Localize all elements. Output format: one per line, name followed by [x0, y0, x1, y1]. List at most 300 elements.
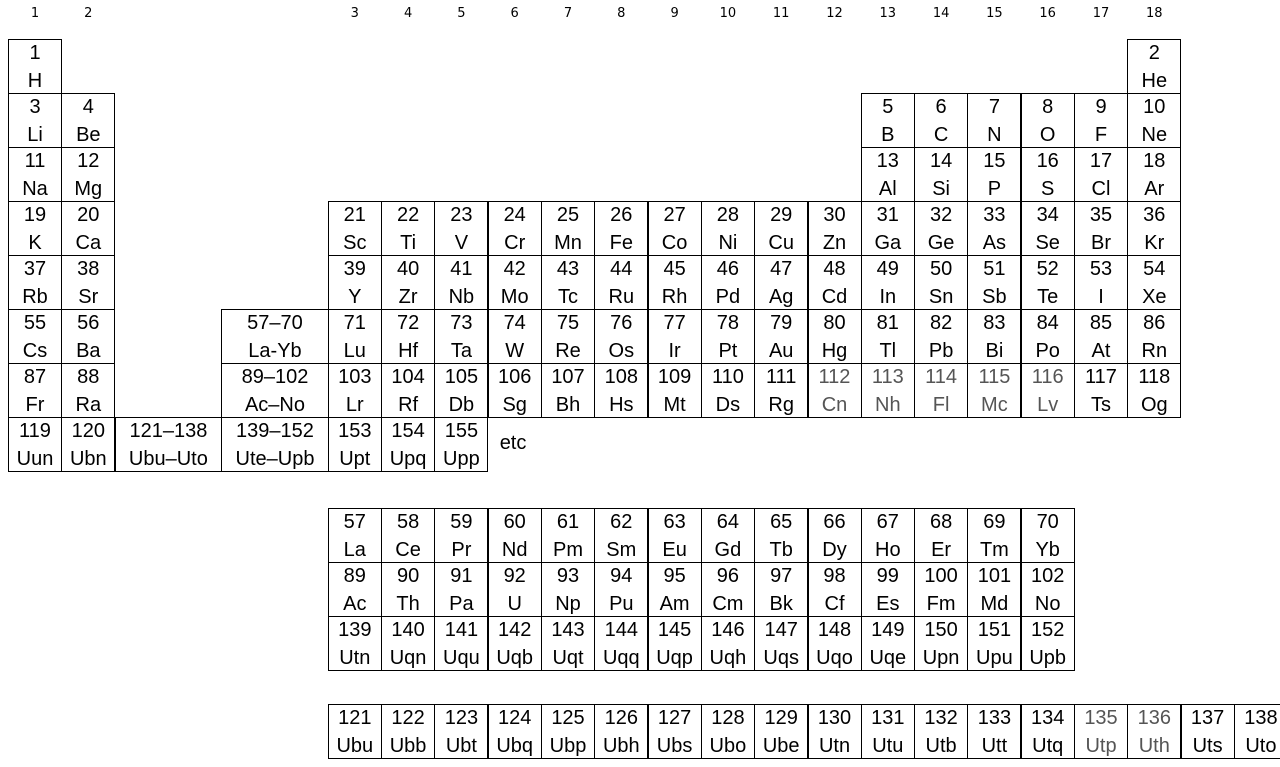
- element-symbol: Rf: [398, 394, 419, 416]
- element-cell: [594, 255, 648, 310]
- atomic-number: 60: [503, 511, 526, 533]
- atomic-number: 120: [71, 420, 105, 442]
- element-cell: [541, 255, 595, 310]
- group-number: 11: [772, 6, 790, 21]
- atomic-number: 146: [711, 619, 745, 641]
- atomic-number: 87: [23, 366, 47, 388]
- element-symbol: Ube: [762, 735, 800, 757]
- element-cell: [967, 309, 1021, 364]
- element-symbol: Cf: [824, 593, 845, 615]
- atomic-number: 37: [23, 258, 47, 280]
- atomic-number: 67: [876, 511, 899, 533]
- element-cell: [594, 201, 648, 256]
- group-number: 5: [457, 6, 466, 21]
- element-cell: [967, 147, 1021, 202]
- atomic-number: 139–152: [236, 420, 314, 442]
- element-symbol: Dy: [822, 539, 847, 561]
- element-cell: [914, 147, 968, 202]
- element-symbol: Cm: [712, 593, 744, 615]
- element-symbol: Fm: [926, 593, 956, 615]
- element-cell: [808, 363, 862, 418]
- element-cell: [648, 309, 702, 364]
- element-symbol: Ubh: [602, 735, 640, 757]
- atomic-number: 133: [977, 707, 1012, 729]
- atomic-number: 31: [876, 204, 899, 226]
- group-number: 14: [932, 6, 950, 21]
- atomic-number: 124: [498, 707, 532, 729]
- element-cell: [1127, 93, 1181, 148]
- atomic-number: 27: [663, 204, 686, 226]
- atomic-number: 30: [823, 204, 846, 226]
- element-cell: [328, 255, 382, 310]
- element-symbol: Pb: [928, 340, 954, 362]
- element-symbol: Sm: [606, 539, 637, 561]
- atomic-number: 3: [29, 96, 41, 118]
- atomic-number: 2: [1148, 42, 1160, 64]
- element-symbol: Ra: [75, 394, 102, 416]
- element-symbol: Ba: [76, 340, 101, 362]
- element-symbol: N: [987, 124, 1002, 146]
- atomic-number: 29: [770, 204, 793, 226]
- element-symbol: Y: [348, 286, 362, 308]
- element-cell: [381, 255, 435, 310]
- group-number: 17: [1092, 6, 1110, 21]
- element-cell: [434, 417, 488, 472]
- element-cell: [61, 255, 115, 310]
- atomic-number: 97: [770, 565, 793, 587]
- element-symbol: Hs: [609, 394, 634, 416]
- element-symbol: Pt: [718, 340, 738, 362]
- atomic-number: 95: [663, 565, 686, 587]
- group-number: 9: [670, 6, 679, 21]
- atomic-number: 110: [711, 366, 744, 388]
- element-cell: [488, 508, 542, 563]
- element-symbol: Bi: [985, 340, 1004, 362]
- element-cell: [61, 93, 115, 148]
- element-symbol: Tc: [558, 286, 578, 308]
- element-symbol: Er: [931, 539, 952, 561]
- element-symbol: Upp: [443, 448, 480, 470]
- element-cell: [434, 201, 488, 256]
- element-cell: [434, 309, 488, 364]
- atomic-number: 102: [1031, 565, 1065, 587]
- element-cell: [808, 201, 862, 256]
- element-cell: [541, 704, 595, 759]
- element-cell: [1127, 39, 1181, 94]
- element-cell: [8, 363, 62, 418]
- element-cell: [861, 363, 915, 418]
- atomic-number: 25: [556, 204, 580, 226]
- element-cell: [8, 147, 62, 202]
- element-symbol: Tl: [879, 340, 897, 362]
- element-symbol: Upn: [922, 647, 960, 669]
- atomic-number: 26: [610, 204, 633, 226]
- element-symbol: O: [1039, 124, 1056, 146]
- element-symbol: Si: [932, 178, 950, 200]
- atomic-number: 36: [1143, 204, 1166, 226]
- element-cell: [488, 616, 542, 671]
- group-number: 2: [84, 6, 93, 21]
- atomic-number: 72: [396, 312, 420, 334]
- atomic-number: 111: [765, 366, 797, 388]
- element-cell: [328, 417, 382, 472]
- element-symbol: V: [454, 232, 469, 254]
- element-symbol: K: [28, 232, 42, 254]
- atomic-number: 123: [444, 707, 479, 729]
- group-number: 7: [563, 6, 573, 21]
- element-symbol: S: [1041, 178, 1055, 200]
- atomic-number: 61: [556, 511, 580, 533]
- element-symbol: C: [933, 124, 949, 146]
- element-cell: [541, 201, 595, 256]
- element-cell: [8, 201, 62, 256]
- element-cell: [8, 309, 62, 364]
- element-symbol: Bh: [555, 394, 581, 416]
- group-number: 6: [510, 6, 519, 21]
- element-cell: [1021, 255, 1075, 310]
- element-cell: [434, 363, 488, 418]
- element-symbol: Mn: [554, 232, 582, 254]
- element-cell: [1021, 704, 1075, 759]
- element-cell: [1127, 363, 1181, 418]
- element-symbol: Utq: [1032, 735, 1064, 757]
- element-symbol: Bk: [769, 593, 793, 615]
- element-symbol: W: [505, 340, 525, 362]
- element-symbol: Co: [661, 232, 688, 254]
- element-cell: [1074, 704, 1128, 759]
- atomic-number: 107: [551, 366, 585, 388]
- element-symbol: Rb: [22, 286, 48, 308]
- element-cell: [434, 255, 488, 310]
- element-cell: [754, 562, 808, 617]
- atomic-number: 118: [1138, 366, 1171, 388]
- atomic-number: 54: [1143, 258, 1166, 280]
- element-symbol: Utn: [339, 647, 371, 669]
- atomic-number: 116: [1031, 366, 1064, 388]
- element-cell: [914, 255, 968, 310]
- atomic-number: 153: [338, 420, 372, 442]
- element-symbol: U: [507, 593, 522, 615]
- element-cell: [1021, 363, 1075, 418]
- element-cell: [488, 255, 542, 310]
- element-symbol: Ubp: [549, 735, 587, 757]
- element-cell: [328, 562, 382, 617]
- atomic-number: 140: [391, 619, 425, 641]
- element-symbol: Ubu–Uto: [128, 448, 208, 470]
- element-cell: [1021, 508, 1075, 563]
- element-symbol: Uqs: [763, 647, 799, 669]
- atomic-number: 100: [924, 565, 958, 587]
- element-cell: [328, 508, 382, 563]
- atomic-number: 149: [871, 619, 905, 641]
- element-cell: [967, 704, 1021, 759]
- element-cell: [594, 704, 648, 759]
- element-cell: [221, 309, 329, 364]
- element-symbol: Be: [76, 124, 101, 146]
- element-symbol: Fe: [609, 232, 633, 254]
- element-symbol: Lu: [343, 340, 366, 362]
- element-cell: [328, 704, 382, 759]
- atomic-number: 70: [1036, 511, 1059, 533]
- element-symbol: Utu: [872, 735, 904, 757]
- element-cell: [594, 309, 648, 364]
- atomic-number: 15: [983, 150, 1006, 172]
- element-cell: [754, 255, 808, 310]
- element-cell: [61, 309, 115, 364]
- element-cell: [861, 562, 915, 617]
- atomic-number: 13: [876, 150, 899, 172]
- element-symbol: Cn: [821, 394, 848, 416]
- element-cell: [914, 363, 968, 418]
- atomic-number: 24: [503, 204, 526, 226]
- element-symbol: Ts: [1091, 394, 1111, 416]
- atomic-number: 17: [1089, 150, 1113, 172]
- element-symbol: Utp: [1085, 735, 1117, 757]
- element-cell: [1021, 93, 1075, 148]
- element-cell: [967, 201, 1021, 256]
- atomic-number: 126: [604, 707, 638, 729]
- atomic-number: 65: [770, 511, 793, 533]
- element-symbol: H: [27, 70, 43, 92]
- element-symbol: Ni: [718, 232, 738, 254]
- element-cell: [754, 201, 808, 256]
- atomic-number: 104: [391, 366, 425, 388]
- atomic-number: 77: [663, 312, 686, 334]
- atomic-number: 93: [556, 565, 580, 587]
- element-symbol: Nh: [875, 394, 901, 416]
- atomic-number: 143: [551, 619, 585, 641]
- element-cell: [914, 616, 968, 671]
- element-cell: [701, 562, 755, 617]
- atomic-number: 50: [929, 258, 953, 280]
- element-symbol: Ne: [1141, 124, 1168, 146]
- atomic-number: 4: [82, 96, 94, 118]
- element-symbol: Tm: [979, 539, 1009, 561]
- element-cell: [914, 562, 968, 617]
- atomic-number: 32: [929, 204, 953, 226]
- element-symbol: Uqn: [389, 647, 427, 669]
- element-cell: [648, 363, 702, 418]
- element-cell: [861, 147, 915, 202]
- element-cell: [648, 255, 702, 310]
- atomic-number: 121: [338, 707, 372, 729]
- atomic-number: 80: [823, 312, 846, 334]
- element-symbol: Ac–No: [244, 394, 305, 416]
- element-cell: [701, 704, 755, 759]
- atomic-number: 148: [817, 619, 852, 641]
- element-cell: [701, 309, 755, 364]
- element-symbol: Pu: [609, 593, 634, 615]
- element-cell: [861, 201, 915, 256]
- element-symbol: Mt: [663, 394, 686, 416]
- element-symbol: Np: [555, 593, 581, 615]
- atomic-number: 137: [1190, 707, 1225, 729]
- element-cell: [701, 201, 755, 256]
- element-symbol: Cs: [22, 340, 48, 362]
- element-symbol: Utt: [981, 735, 1008, 757]
- element-cell: [701, 363, 755, 418]
- element-symbol: Sg: [502, 394, 527, 416]
- atomic-number: 46: [716, 258, 740, 280]
- element-symbol: Zr: [398, 286, 418, 308]
- element-symbol: Ds: [715, 394, 741, 416]
- element-symbol: Xe: [1142, 286, 1167, 308]
- element-symbol: Uts: [1192, 735, 1223, 757]
- element-symbol: Yb: [1035, 539, 1060, 561]
- element-cell: [488, 201, 542, 256]
- element-cell: [1021, 147, 1075, 202]
- atomic-number: 71: [343, 312, 366, 334]
- element-cell: [967, 93, 1021, 148]
- element-symbol: Uqh: [709, 647, 747, 669]
- element-cell: [1021, 562, 1075, 617]
- atomic-number: 79: [770, 312, 793, 334]
- element-symbol: Ga: [874, 232, 902, 254]
- group-number: 1: [30, 6, 40, 21]
- element-symbol: F: [1094, 124, 1108, 146]
- element-symbol: Am: [659, 593, 690, 615]
- element-symbol: Ubo: [709, 735, 747, 757]
- atomic-number: 90: [396, 565, 420, 587]
- atomic-number: 109: [657, 366, 692, 388]
- group-number: 3: [350, 6, 359, 21]
- atomic-number: 155: [444, 420, 479, 442]
- element-cell: [1074, 147, 1128, 202]
- element-cell: [914, 508, 968, 563]
- atomic-number: 73: [450, 312, 473, 334]
- element-cell: [648, 562, 702, 617]
- element-symbol: Ubn: [69, 448, 107, 470]
- atomic-number: 128: [711, 707, 745, 729]
- element-cell: [8, 417, 62, 472]
- element-symbol: At: [1091, 340, 1111, 362]
- element-cell: [381, 309, 435, 364]
- atomic-number: 58: [396, 511, 420, 533]
- atomic-number: 122: [391, 707, 425, 729]
- element-cell: [861, 508, 915, 563]
- atomic-number: 9: [1095, 96, 1107, 118]
- element-cell: [8, 255, 62, 310]
- element-symbol: Sc: [343, 232, 367, 254]
- element-symbol: Ubq: [496, 735, 534, 757]
- element-symbol: Uto: [1245, 735, 1277, 757]
- atomic-number: 113: [871, 366, 904, 388]
- element-symbol: Upq: [389, 448, 427, 470]
- atomic-number: 48: [823, 258, 846, 280]
- element-cell: [1021, 616, 1075, 671]
- element-cell: [434, 562, 488, 617]
- atomic-number: 112: [818, 366, 851, 388]
- element-symbol: Ru: [608, 286, 635, 308]
- element-cell: [328, 363, 382, 418]
- atomic-number: 150: [924, 619, 958, 641]
- element-symbol: Ta: [450, 340, 472, 362]
- element-symbol: Uqq: [602, 647, 640, 669]
- element-cell: [541, 309, 595, 364]
- element-symbol: Utb: [925, 735, 957, 757]
- atomic-number: 43: [556, 258, 580, 280]
- element-cell: [381, 201, 435, 256]
- element-cell: [541, 508, 595, 563]
- element-symbol: Uqe: [869, 647, 907, 669]
- element-cell: [541, 562, 595, 617]
- atomic-number: 119: [19, 420, 51, 442]
- atomic-number: 147: [764, 619, 798, 641]
- atomic-number: 141: [444, 619, 479, 641]
- element-cell: [8, 39, 62, 94]
- element-cell: [8, 93, 62, 148]
- atomic-number: 38: [77, 258, 100, 280]
- element-symbol: Cu: [768, 232, 794, 254]
- atomic-number: 103: [338, 366, 372, 388]
- element-symbol: Pm: [553, 539, 583, 561]
- element-symbol: In: [879, 286, 897, 308]
- element-cell: [1234, 704, 1280, 759]
- group-number: 13: [879, 6, 897, 21]
- element-symbol: Nb: [448, 286, 475, 308]
- atomic-number: 86: [1143, 312, 1166, 334]
- atomic-number: 105: [444, 366, 479, 388]
- element-cell: [488, 562, 542, 617]
- atomic-number: 94: [610, 565, 633, 587]
- element-symbol: Eu: [662, 539, 687, 561]
- element-symbol: Ir: [668, 340, 681, 362]
- atomic-number: 33: [983, 204, 1006, 226]
- element-symbol: Ubu: [336, 735, 374, 757]
- group-number: 4: [403, 6, 413, 21]
- element-symbol: Au: [768, 340, 794, 362]
- element-symbol: Ca: [75, 232, 102, 254]
- atomic-number: 108: [604, 366, 638, 388]
- element-cell: [701, 255, 755, 310]
- element-cell: [861, 255, 915, 310]
- element-symbol: Ute–Upb: [235, 448, 315, 470]
- atomic-number: 55: [23, 312, 47, 334]
- element-cell: [967, 255, 1021, 310]
- element-cell: [381, 616, 435, 671]
- element-cell: [967, 363, 1021, 418]
- element-cell: [967, 616, 1021, 671]
- atomic-number: 145: [657, 619, 692, 641]
- atomic-number: 154: [391, 420, 425, 442]
- element-symbol: No: [1034, 593, 1061, 615]
- atomic-number: 81: [876, 312, 899, 334]
- element-symbol: Ubb: [389, 735, 427, 757]
- element-symbol: Ar: [1144, 178, 1165, 200]
- element-cell: [648, 508, 702, 563]
- element-cell: [541, 616, 595, 671]
- element-cell: [914, 201, 968, 256]
- element-cell: [1127, 147, 1181, 202]
- element-symbol: Cd: [821, 286, 848, 308]
- element-symbol: Ag: [768, 286, 794, 308]
- atomic-number: 74: [503, 312, 526, 334]
- element-cell: [1127, 201, 1181, 256]
- element-symbol: Sr: [78, 286, 99, 308]
- element-symbol: Br: [1091, 232, 1111, 254]
- element-symbol: Se: [1035, 232, 1060, 254]
- element-cell: [381, 704, 435, 759]
- atomic-number: 42: [503, 258, 526, 280]
- element-cell: [914, 309, 968, 364]
- atomic-number: 132: [924, 707, 958, 729]
- atomic-number: 62: [610, 511, 633, 533]
- atomic-number: 117: [1085, 366, 1117, 388]
- atomic-number: 92: [503, 565, 526, 587]
- group-number: 12: [826, 6, 843, 21]
- atomic-number: 35: [1089, 204, 1113, 226]
- element-cell: [648, 616, 702, 671]
